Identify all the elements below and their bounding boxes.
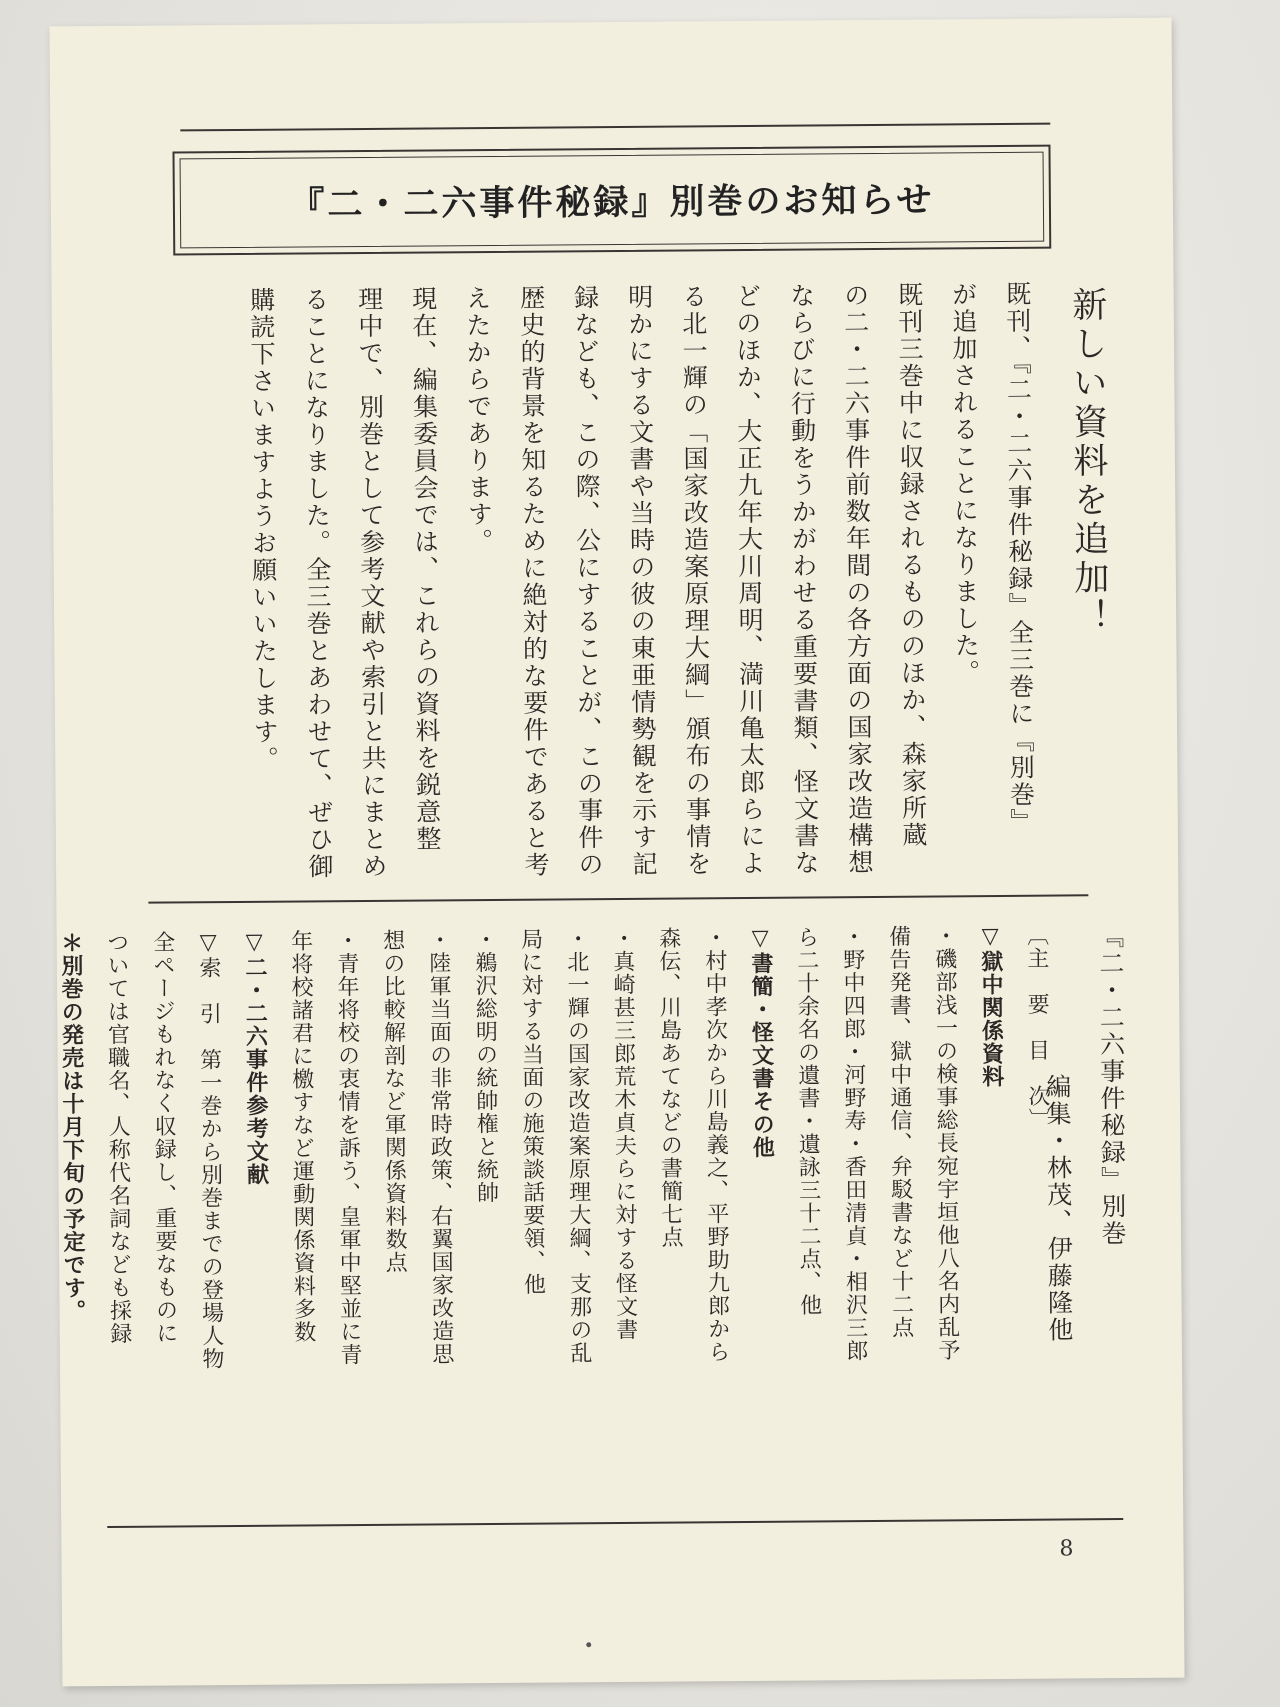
intro-column: 明かにする文書や当時の彼の東亜情勢観を示す記 bbox=[624, 283, 659, 878]
document-title: 『二・二六事件秘録』別巻のお知らせ bbox=[289, 180, 935, 226]
contents-column: ・鵜沢総明の統帥権と統帥 bbox=[471, 927, 499, 1205]
intro-text bbox=[234, 281, 1049, 887]
intro-column: 理中で、別巻として参考文献や索引と共にまとめ bbox=[354, 285, 389, 881]
contents-column: ・磯部浅一の検事総長宛宇垣他八名内乱予 bbox=[931, 924, 961, 1362]
contents-column: ▽二・二六事件参考文献 bbox=[241, 929, 269, 1186]
contents-column: ・陸軍当面の非常時政策、右翼国家改造思 bbox=[425, 928, 455, 1366]
top-rule bbox=[180, 123, 1050, 132]
intro-column: が追加されることになりました。 bbox=[948, 281, 981, 687]
contents-column: ・北一輝の国家改造案原理大綱、支那の乱 bbox=[563, 927, 593, 1365]
intro-column: 既刊、『二・二六事件秘録』全三巻に『別巻』 bbox=[1002, 280, 1036, 836]
intro-column: る北一輝の「国家改造案原理大綱」頒布の事情を bbox=[678, 283, 713, 878]
headline-text: 新しい資料を追加！ bbox=[1066, 286, 1110, 638]
contents-column: 備告発書、獄中通信、弁駁書など十二点 bbox=[885, 924, 914, 1339]
contents-column: ・青年将校の衷情を訴う、皇軍中堅並に青 bbox=[333, 929, 363, 1367]
contents-column: 想の比較解剖など軍関係資料数点 bbox=[379, 928, 408, 1274]
contents-column: ▽獄中関係資料 bbox=[977, 923, 1004, 1089]
contents-column: 局に対する当面の施策談話要領、他 bbox=[517, 927, 546, 1296]
page-number: 8 bbox=[1059, 1536, 1074, 1562]
intro-column: の二・二六事件前数年間の各方面の国家改造構想 bbox=[840, 281, 875, 877]
intro-column: 現在、編集委員会では、これらの資料を鋭意整 bbox=[408, 285, 442, 853]
publication-editors: 編集・林茂、伊藤隆他 bbox=[1042, 1073, 1074, 1344]
middle-rule bbox=[148, 894, 1088, 903]
contents-column: ついては官職名、人称代名詞なども採録 bbox=[103, 930, 132, 1346]
contents-column: 全ページもれなく収録し、重要なものに bbox=[149, 930, 178, 1345]
contents-column: ＊別巻の発売は十月下旬の予定です。 bbox=[57, 931, 86, 1323]
contents-column: ・村中孝次から川島義之、平野助九郎から bbox=[701, 926, 731, 1364]
intro-column: ならびに行動をうかがわせる重要書類、怪文書な bbox=[786, 282, 821, 877]
table-of-contents bbox=[47, 924, 1064, 1512]
title-box-inner-frame bbox=[180, 152, 1045, 249]
intro-column: えたからであります。 bbox=[462, 284, 494, 556]
headline bbox=[1052, 280, 1127, 881]
contents-column: 森伝、川島あてなどの書簡七点 bbox=[655, 926, 684, 1249]
contents-column: ・野中四郎・河野寿・香田清貞・相沢三郎 bbox=[839, 925, 869, 1363]
intro-column: 録なども、この際、公にすることが、この事件の bbox=[570, 284, 605, 879]
intro-column: どのほか、大正九年大川周明、満川亀太郎らによ bbox=[732, 282, 767, 878]
document-page bbox=[49, 18, 1184, 1687]
intro-column: 既刊三巻中に収録されるもののほか、森家所蔵 bbox=[894, 281, 928, 849]
intro-column: 購読下さいますようお願いいたします。 bbox=[246, 286, 280, 773]
contents-column: ら二十余名の遺書・遺詠三十二点、他 bbox=[793, 925, 822, 1317]
print-speck bbox=[586, 1642, 591, 1647]
intro-column: 歴史的背景を知るために絶対的な要件であると考 bbox=[516, 284, 551, 879]
contents-column: ▽書簡・怪文書その他 bbox=[747, 925, 775, 1159]
contents-column: 〔主 要 目 次〕 bbox=[1023, 923, 1051, 1131]
intro-column: ることになりました。全三巻とあわせて、ぜひ御 bbox=[300, 286, 335, 881]
contents-column: ・真崎甚三郎荒木貞夫らに対する怪文書 bbox=[609, 926, 638, 1342]
contents-column: 年将校諸君に檄すなど運動関係資料多数 bbox=[287, 929, 316, 1344]
publication-name: 『二・二六事件秘録』別巻 bbox=[1095, 923, 1128, 1248]
bottom-rule bbox=[107, 1518, 1123, 1528]
title-box bbox=[172, 145, 1051, 256]
contents-column: ▽索 引 第一巻から別巻までの登場人物 bbox=[195, 930, 225, 1371]
